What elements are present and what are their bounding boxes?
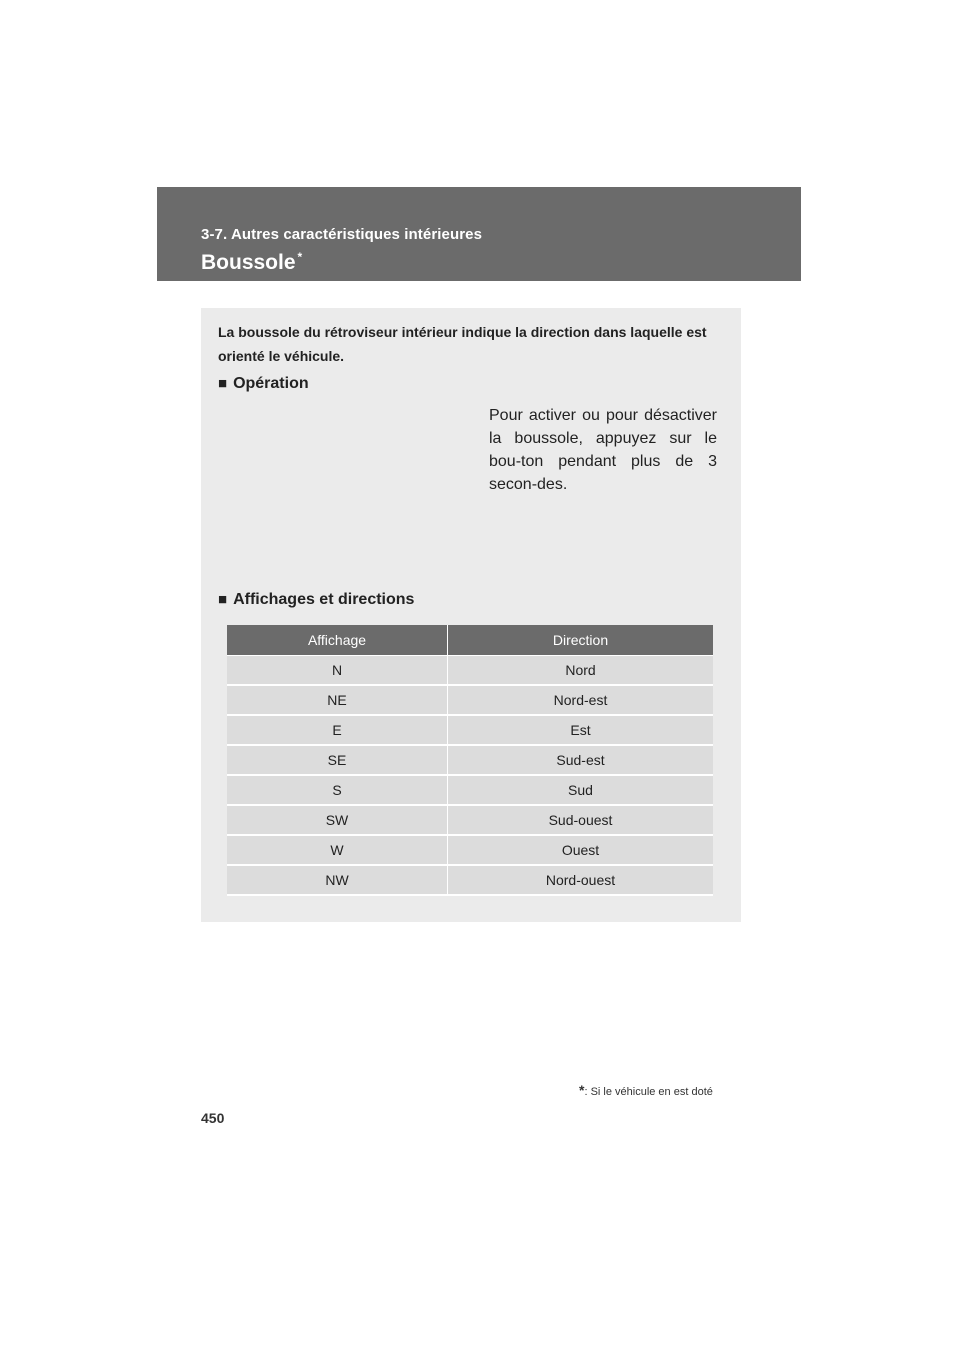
directions-table: [227, 625, 713, 896]
display-cell: E: [227, 716, 447, 746]
display-cell: W: [227, 836, 447, 866]
direction-cell: Nord-ouest: [447, 866, 713, 896]
operation-heading-text: Opération: [233, 375, 309, 392]
footnote-mark: *: [579, 1082, 585, 1098]
direction-cell: Nord: [447, 656, 713, 686]
display-cell: N: [227, 656, 447, 686]
display-cell: NW: [227, 866, 447, 896]
section-label: 3-7. Autres caractéristiques intérieures: [201, 226, 483, 243]
direction-cell: Sud-ouest: [447, 806, 713, 836]
direction-cell: Ouest: [447, 836, 713, 866]
page-title: [201, 250, 302, 275]
table-row: [227, 866, 713, 896]
table-row: [227, 656, 713, 686]
column-header-display: Affichage: [227, 625, 447, 656]
direction-cell: Est: [447, 716, 713, 746]
table-header-row: [227, 625, 713, 656]
table-row: [227, 746, 713, 776]
table-row: [227, 776, 713, 806]
table-row: [227, 686, 713, 716]
square-bullet-icon: ■: [218, 591, 228, 608]
direction-cell: Nord-est: [447, 686, 713, 716]
display-cell: NE: [227, 686, 447, 716]
direction-cell: Sud: [447, 776, 713, 806]
displays-heading-text: Affichages et directions: [233, 591, 415, 608]
operation-heading: [218, 375, 309, 393]
footnote-text: : Si le véhicule en est doté: [584, 1086, 713, 1098]
page-title-text: Boussole: [201, 251, 296, 274]
direction-cell: Sud-est: [447, 746, 713, 776]
column-header-direction: Direction: [447, 625, 713, 656]
intro-paragraph: La boussole du rétroviseur intérieur indique la direction dans laquelle est orienté le véhicule.: [218, 324, 707, 364]
square-bullet-icon: ■: [218, 375, 228, 392]
display-cell: S: [227, 776, 447, 806]
display-cell: SE: [227, 746, 447, 776]
operation-text: Pour activer ou pour désactiver la boussole, appuyez sur le bou-ton pendant plus de 3 secon-des.: [489, 407, 717, 493]
displays-heading: [218, 591, 414, 609]
table-row: [227, 806, 713, 836]
title-footnote-mark: *: [297, 250, 303, 264]
table-row: [227, 836, 713, 866]
footnote: [579, 1082, 713, 1098]
display-cell: SW: [227, 806, 447, 836]
page-number: 450: [201, 1110, 225, 1126]
table-row: [227, 716, 713, 746]
